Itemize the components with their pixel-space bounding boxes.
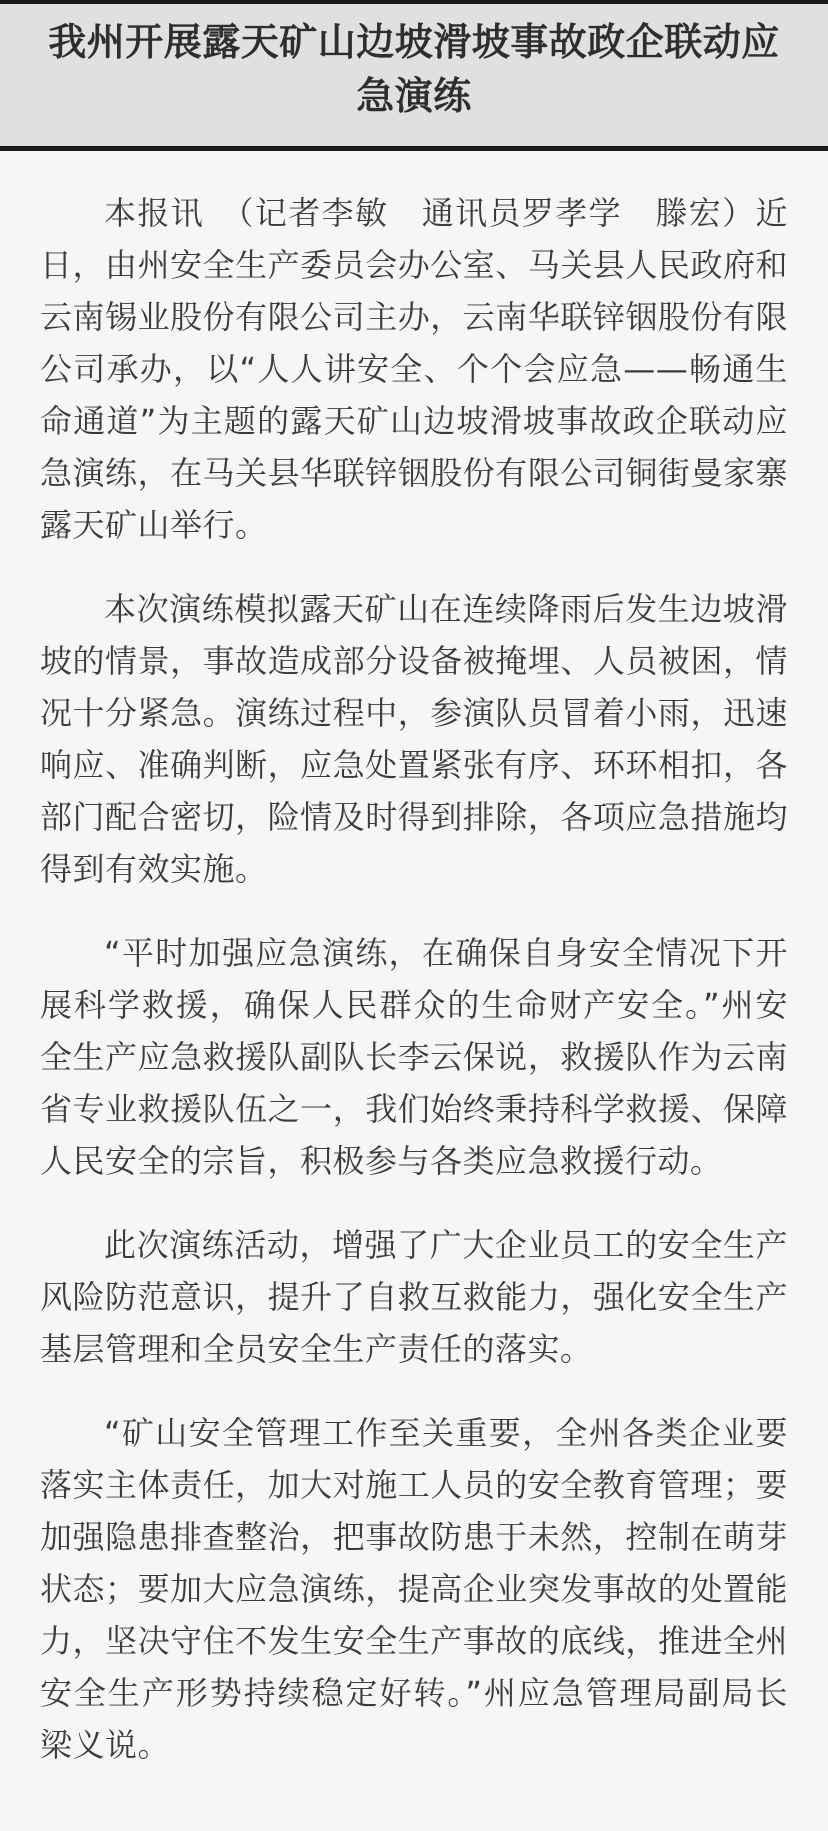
article-paragraph: 此次演练活动，增强了广大企业员工的安全生产风险防范意识，提升了自救互救能力，强化安全生产基层管理和全员安全生产责任的落实。 xyxy=(40,1225,788,1368)
article-paragraph: 本次演练模拟露天矿山在连续降雨后发生边坡滑坡的情景，事故造成部分设备被掩埋、人员被困，情况十分紧急。演练过程中，参演队员冒着小雨，迅速响应、准确判断，应急处置紧张有序、环环相扣，各部门配合密切，险情及时得到排除，各项应急措施均得到有效实施。 xyxy=(40,589,788,888)
paragraph-list xyxy=(40,187,788,1771)
article-paragraph: “矿山安全管理工作至关重要，全州各类企业要落实主体责任，加大对施工人员的安全教育管理；要加强隐患排查整治，把事故防患于未然，控制在萌芽状态；要加大应急演练，提高企业突发事故的处置能力，坚决守住不发生安全生产事故的底线，推进全州安全生产形势持续稳定好转。”州应急管理局副局长梁义说。 xyxy=(40,1413,788,1764)
article-title: 我州开展露天矿山边坡滑坡事故政企联动应急演练 xyxy=(48,20,780,118)
article-header xyxy=(0,4,828,151)
article-paragraph: “平时加强应急演练，在确保自身安全情况下开展科学救援，确保人民群众的生命财产安全。”州安全生产应急救援队副队长李云保说，救援队作为云南省专业救援队伍之一，我们始终秉持科学救援、保障人民安全的宗旨，积极参与各类应急救援行动。 xyxy=(40,933,788,1180)
article-paragraph: 本报讯 （记者李敏 通讯员罗孝学 滕宏）近日，由州安全生产委员会办公室、马关县人民政府和云南锡业股份有限公司主办，云南华联锌铟股份有限公司承办，以“人人讲安全、个个会应急——畅通生命通道”为主题的露天矿山边坡滑坡事故政企联动应急演练，在马关县华联锌铟股份有限公司铜街曼家寨露天矿山举行。 xyxy=(40,193,788,544)
article-body xyxy=(0,151,828,1831)
